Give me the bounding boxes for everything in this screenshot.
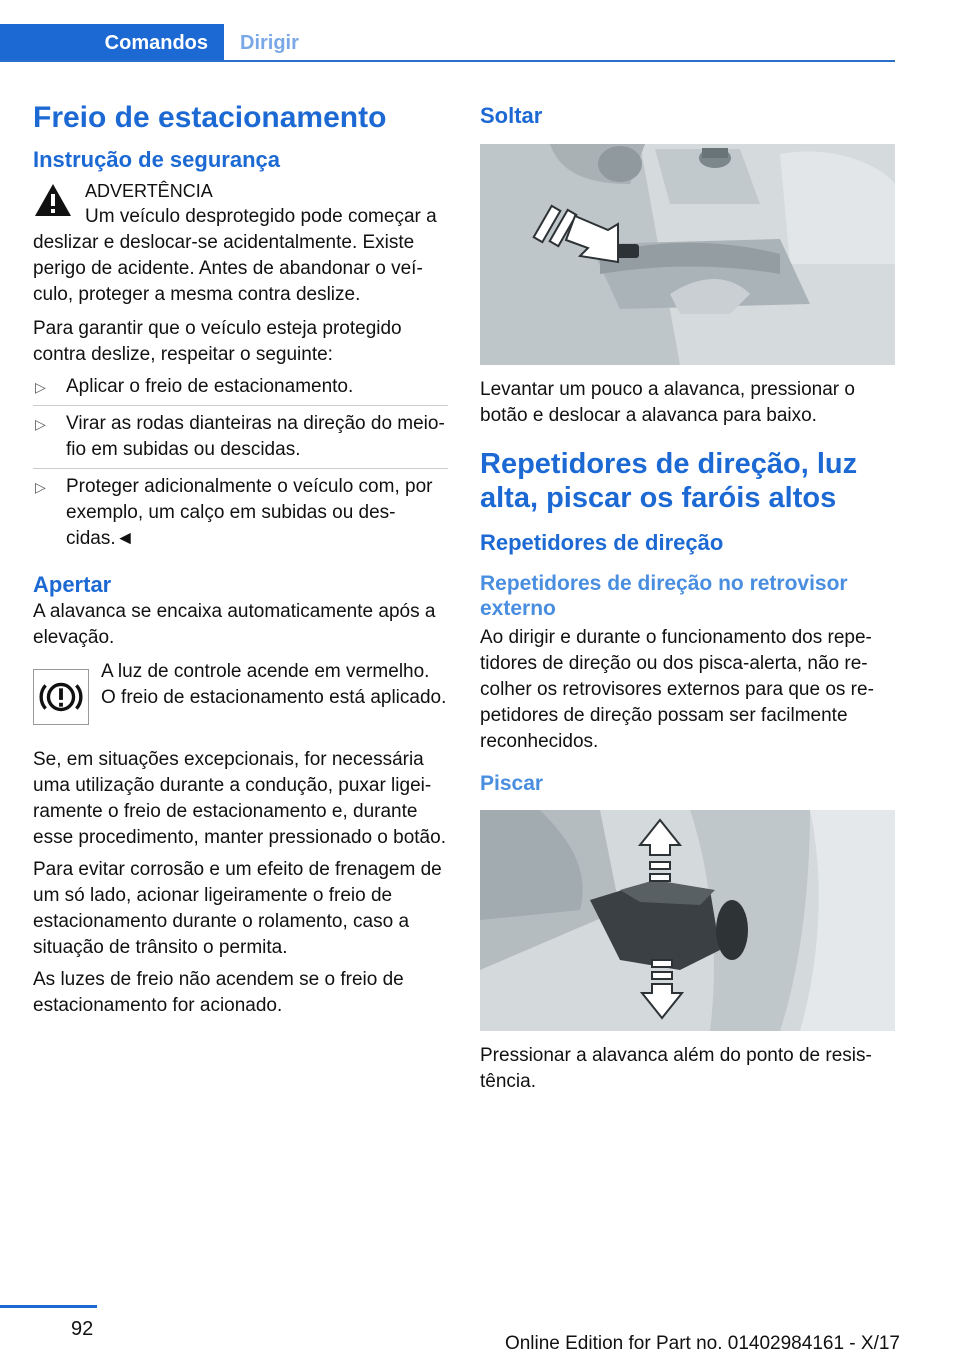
parking-brake-indicator-icon [33, 669, 89, 725]
right-column [480, 100, 895, 1101]
turn-signal-lever-image [480, 810, 895, 1031]
list-item: ▷ Aplicar o freio de estacionamento. [33, 374, 448, 406]
edition-label: Online Edition for Part no. 01402984161 - X/17 [504, 1333, 900, 1354]
bullet-triangle-icon: ▷ [35, 416, 46, 432]
piscar-text: Pressionar a alavanca além do ponto de resistência. [480, 1045, 872, 1092]
list-item: ▷ Proteger adicionalmente o veículo com, por exemplo, um calço em subidas ou descidas.◄ [35, 476, 433, 549]
footer-rule [0, 1305, 97, 1308]
list-item: ▷ Virar as rodas dianteiras na direção do meio-fio em subidas ou descidas. [33, 411, 448, 469]
apertar-text: A alavanca se encaixa automaticamente após a elevação. [33, 601, 436, 648]
retrovisor-heading: Repetidores de direção no retrovisor externo [480, 572, 848, 620]
page-title: Freio de estacionamento [33, 101, 387, 134]
page-number: 92 [71, 1318, 94, 1340]
left-column [33, 100, 448, 1025]
parking-brake-lever-image [480, 144, 895, 365]
warning-triangle-icon [33, 182, 73, 218]
page-header [0, 24, 895, 62]
safety-list [33, 374, 448, 557]
exception-text: Se, em situações excepcionais, for necessária uma utilização durante a condução, puxar ligeiramente o freio de estacionamento e, durante esse procedimento, manter pressionado o botão. [33, 749, 446, 848]
section-title: Repetidores de direção, luz alta, piscar os faróis altos [480, 448, 858, 514]
indicator-block [33, 659, 448, 737]
corrosion-text: Para evitar corrosão e um efeito de frenagem de um só lado, acionar ligeiramente o freio de estacionamento durante o rolamento, caso a situação de trânsito o permita. [33, 859, 442, 958]
brake-lights-text: As luzes de freio não acendem se o freio de estacionamento for acionado. [33, 969, 404, 1016]
header-rule [0, 60, 895, 62]
bullet-triangle-icon: ▷ [35, 479, 46, 495]
safety-heading: Instrução de segurança [33, 147, 280, 172]
retrovisor-text: Ao dirigir e durante o funcionamento dos repetidores de direção ou dos pisca-alerta, não recolher os retrovisores externos para que os repetidores de direção possam ser facilmente reconhecidos. [480, 627, 874, 752]
warning-block [33, 178, 448, 308]
warning-text: Um veículo desprotegido pode começar a deslizar e deslocar-se acidentalmente. Existe perigo de acidente. Antes de abandonar o veículo, proteger a mesma contra deslize. [33, 206, 437, 305]
piscar-heading: Piscar [480, 772, 544, 795]
repetidores-heading: Repetidores de direção [480, 530, 724, 555]
tab-dirigir[interactable]: Dirigir [240, 32, 299, 54]
tab-comandos[interactable]: Comandos [0, 24, 224, 62]
indicator-text: A luz de controle acende em vermelho. O freio de estacionamento está aplicado. [101, 661, 447, 708]
soltar-heading: Soltar [480, 103, 543, 128]
bullet-triangle-icon: ▷ [35, 379, 46, 395]
apertar-heading: Apertar [33, 572, 112, 597]
intro-text: Para garantir que o veículo esteja protegido contra deslize, respeitar o seguinte: [33, 318, 402, 365]
warning-label: ADVERTÊNCIA [85, 181, 213, 201]
soltar-text: Levantar um pouco a alavanca, pressionar o botão e deslocar a alavanca para baixo. [480, 379, 855, 426]
